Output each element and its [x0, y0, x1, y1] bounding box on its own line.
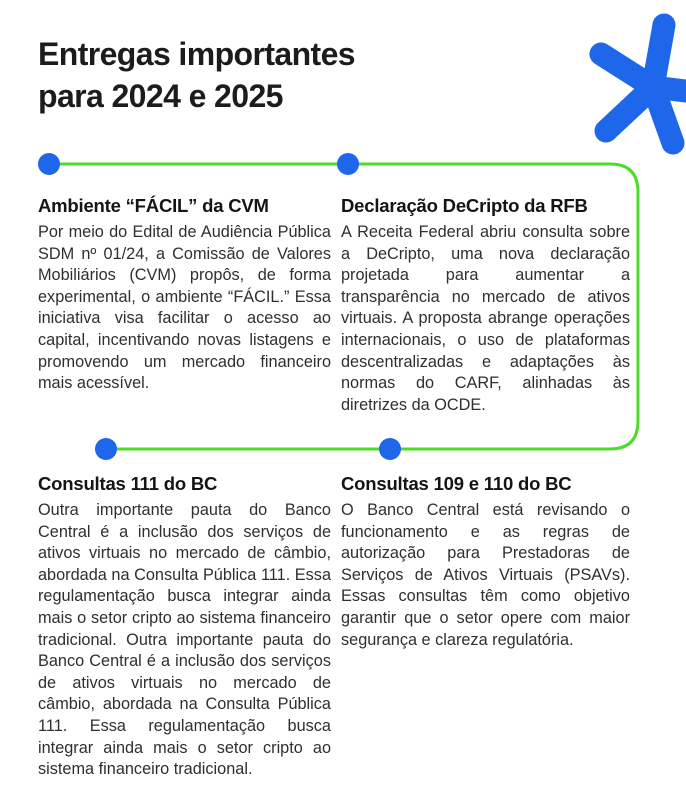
section-consultas-109-110-bc	[341, 473, 630, 651]
timeline-dot-rfb	[337, 153, 359, 175]
page-title	[38, 33, 355, 117]
section-heading: Declaração DeCripto da RFB	[341, 195, 588, 216]
page-title-line2: para 2024 e 2025	[38, 78, 283, 114]
section-declaracao-decripto-rfb	[341, 195, 630, 416]
section-body: O Banco Central está revisando o funcionamento e as regras de autorização para Prestadoras de Serviços de Ativos Virtuais (PSAVs). Essas consultas têm como objetivo garantir que o setor opere com maior segurança e clareza regulatória.	[341, 501, 630, 649]
timeline-dot-consulta-111	[95, 438, 117, 460]
section-body: Outra importante pauta do Banco Central é a inclusão dos serviços de ativos virtuais no mercado de câmbio, abordada na Consulta Pública 111. Essa regulamentação busca integrar ainda mais o setor cripto ao sistema financeiro tradicional. Outra importante pauta do Banco Central é a inclusão dos serviços de ativos virtuais no mercado de câmbio, abordada na Consulta Pública 111. Essa regulamentação busca integrar ainda mais o setor cripto ao sistema financeiro tradicional.	[38, 501, 331, 779]
section-body: Por meio do Edital de Audiência Pública SDM nº 01/24, a Comissão de Valores Mobiliários (CVM) propôs, de forma experimental, o ambiente “FÁCIL.” Essa iniciativa visa facilitar o acesso ao capital, incentivando novas listagens e promovendo um mercado financeiro mais acessível.	[38, 223, 331, 393]
section-heading: Consultas 111 do BC	[38, 473, 218, 494]
asterisk-icon	[601, 25, 686, 143]
section-heading: Ambiente “FÁCIL” da CVM	[38, 195, 269, 216]
section-heading: Consultas 109 e 110 do BC	[341, 473, 572, 494]
timeline-dot-cvm	[38, 153, 60, 175]
section-ambiente-facil-cvm	[38, 195, 331, 395]
timeline-dot-consultas-109-110	[379, 438, 401, 460]
section-body: A Receita Federal abriu consulta sobre a DeCripto, uma nova declaração projetada para aumentar a transparência no mercado de ativos virtuais. A proposta abrange operações internacionais, o uso de plataformas descentralizadas e adaptações às normas do CARF, alinhadas às diretrizes da OCDE.	[341, 223, 630, 414]
page-title-line1: Entregas importantes	[38, 36, 355, 72]
section-consultas-111-bc	[38, 473, 331, 781]
